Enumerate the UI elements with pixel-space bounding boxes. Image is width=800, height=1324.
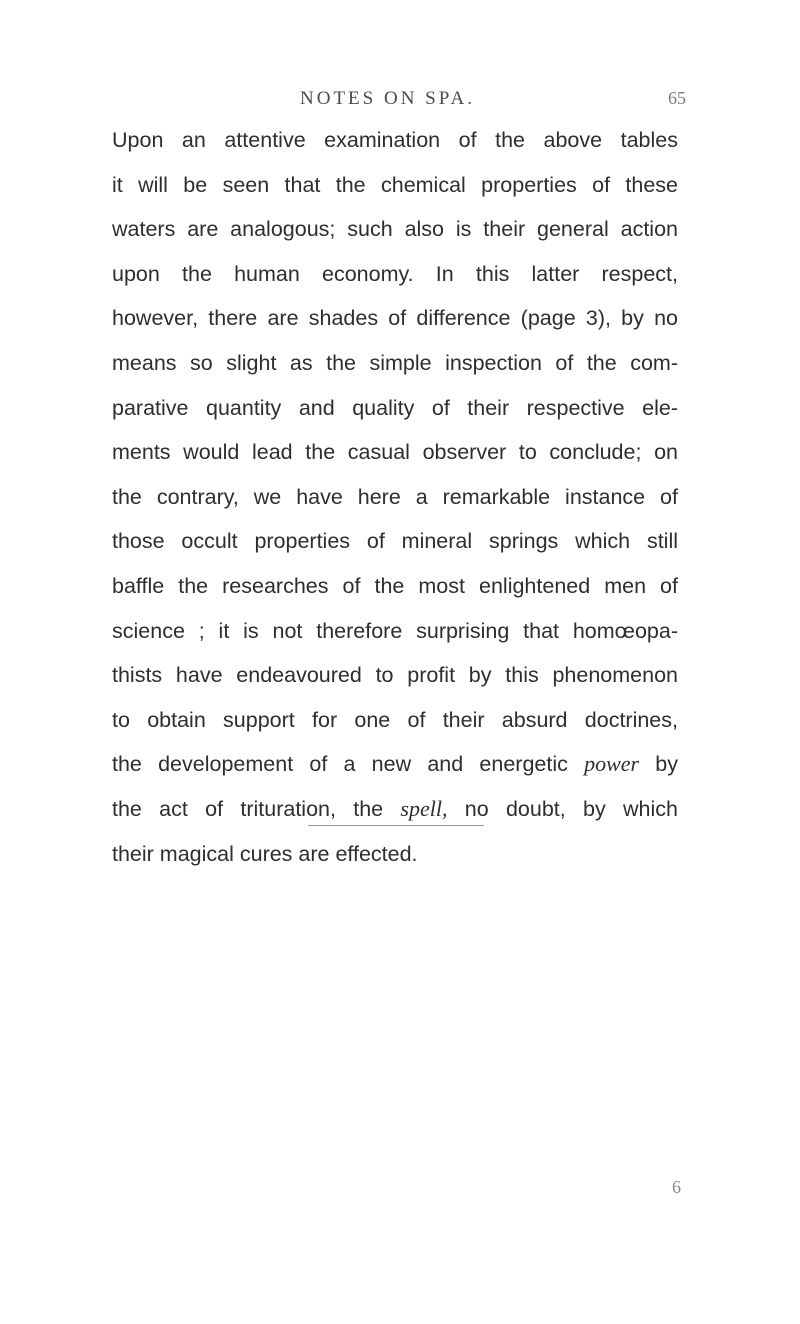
section-divider-rule — [308, 825, 484, 826]
text-line — [112, 437, 678, 482]
body-paragraph — [112, 125, 678, 883]
page-number: 65 — [668, 88, 686, 108]
text-segment: Upon an attentive examination of the above tables — [112, 128, 678, 152]
text-segment: however, there are shades of difference (page 3), by no — [112, 306, 678, 331]
text-segment: those occult properties of mineral springs which still — [112, 529, 678, 554]
running-head — [0, 88, 800, 112]
text-line — [112, 393, 678, 438]
text-line — [112, 749, 678, 794]
text-line — [112, 571, 678, 616]
text-line — [112, 170, 678, 215]
text-line — [112, 303, 678, 348]
text-segment: waters are analogous; such also is their general action — [112, 217, 678, 242]
text-line — [112, 348, 678, 393]
italic-word: spell, — [400, 795, 448, 821]
text-segment: means so slight as the simple inspection of the com- — [112, 350, 678, 375]
text-segment: parative quantity and quality of their respective ele- — [112, 395, 678, 420]
text-segment: science ; it is not therefore surprising that homœopa- — [112, 618, 678, 643]
signature-mark: 6 — [672, 1177, 681, 1197]
text-segment: no doubt, by which — [447, 796, 678, 821]
text-line — [112, 214, 678, 259]
running-title: NOTES ON SPA. — [300, 88, 476, 109]
text-segment: it will be seen that the chemical properties of these — [112, 172, 678, 197]
text-segment: their magical cures are effected. — [112, 841, 418, 866]
text-line — [112, 125, 678, 170]
text-segment: to obtain support for one of their absurd doctrines, — [112, 707, 678, 732]
text-segment: the developement of a new and energetic — [112, 752, 585, 777]
text-line — [112, 259, 678, 304]
text-segment: baffle the researches of the most enlightened men of — [112, 573, 678, 598]
text-segment: the act of trituration, the — [112, 796, 401, 821]
text-segment: thists have endeavoured to profit by this phenomenon — [112, 663, 678, 688]
text-segment: the contrary, we have here a remarkable instance of — [112, 484, 678, 509]
text-line — [112, 526, 678, 571]
text-line — [112, 839, 678, 884]
text-line — [112, 616, 678, 661]
text-line — [112, 482, 678, 527]
text-segment: ments would lead the casual observer to conclude; on — [112, 440, 678, 465]
text-segment: by — [639, 752, 678, 777]
text-segment: upon the human economy. In this latter respect, — [112, 261, 678, 286]
italic-word: power — [584, 751, 640, 777]
text-line — [112, 660, 678, 705]
text-line — [112, 794, 678, 839]
text-line — [112, 705, 678, 750]
